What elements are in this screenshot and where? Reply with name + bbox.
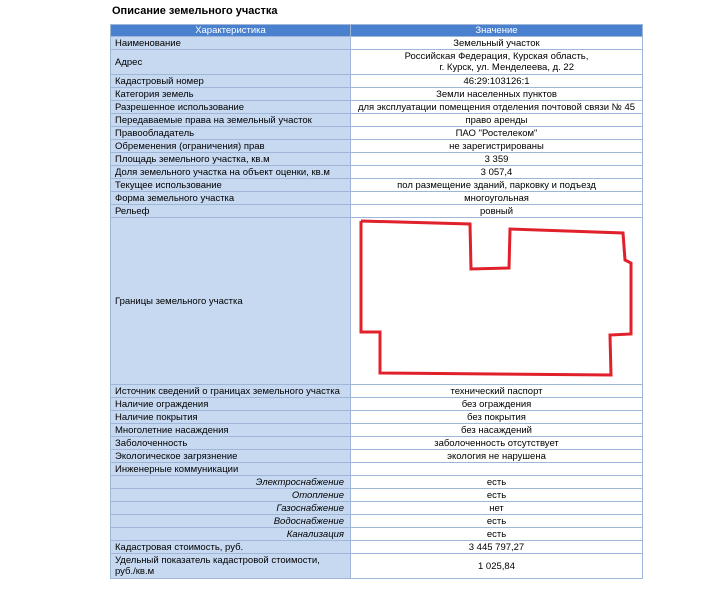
table-row xyxy=(111,101,643,114)
row-label: Наличие ограждения xyxy=(111,398,351,411)
table-row xyxy=(111,179,643,192)
row-value: право аренды xyxy=(351,114,643,127)
table-row xyxy=(111,502,643,515)
table-row xyxy=(111,153,643,166)
row-value: 3 359 xyxy=(351,153,643,166)
row-value: 46:29:103126:1 xyxy=(351,75,643,88)
table-row xyxy=(111,385,643,398)
row-label: Канализация xyxy=(111,528,351,541)
table-row xyxy=(111,541,643,554)
table-header-row xyxy=(111,25,643,37)
row-value: ПАО "Ростелеком" xyxy=(351,127,643,140)
label-line-2: руб./кв.м xyxy=(115,566,155,577)
row-label: Площадь земельного участка, кв.м xyxy=(111,153,351,166)
table-row xyxy=(111,424,643,437)
table-row xyxy=(111,476,643,489)
row-label: Кадастровая стоимость, руб. xyxy=(111,541,351,554)
row-label: Границы земельного участка xyxy=(111,218,351,385)
label-line-1: Удельный показатель кадастровой стоимости, xyxy=(115,555,320,566)
address-line-1: Российская Федерация, Курская область, xyxy=(404,51,589,62)
row-value: 3 445 797,27 xyxy=(351,541,643,554)
row-label: Обременения (ограничения) прав xyxy=(111,140,351,153)
table-row xyxy=(111,515,643,528)
table-row xyxy=(111,398,643,411)
table-row xyxy=(111,127,643,140)
row-label: Источник сведений о границах земельного участка xyxy=(111,385,351,398)
table-row xyxy=(111,192,643,205)
table-row xyxy=(111,411,643,424)
table-row xyxy=(111,218,643,385)
table-row xyxy=(111,528,643,541)
table-row xyxy=(111,50,643,75)
row-value: многоугольная xyxy=(351,192,643,205)
row-label: Разрешенное использование xyxy=(111,101,351,114)
table-row xyxy=(111,205,643,218)
row-label: Доля земельного участка на объект оценки, кв.м xyxy=(111,166,351,179)
row-value: есть xyxy=(351,476,643,489)
row-value: 1 025,84 xyxy=(351,554,643,579)
row-label: Экологическое загрязнение xyxy=(111,450,351,463)
row-value xyxy=(351,50,643,75)
row-label: Инженерные коммуникации xyxy=(111,463,351,476)
row-value: экология не нарушена xyxy=(351,450,643,463)
table-row xyxy=(111,437,643,450)
row-value: нет xyxy=(351,502,643,515)
row-value xyxy=(351,463,643,476)
row-value: не зарегистрированы xyxy=(351,140,643,153)
row-value: есть xyxy=(351,489,643,502)
land-plot-table xyxy=(110,24,643,579)
row-label: Форма земельного участка xyxy=(111,192,351,205)
row-value: технический паспорт xyxy=(351,385,643,398)
table-row xyxy=(111,450,643,463)
row-label: Заболоченность xyxy=(111,437,351,450)
row-value: 3 057,4 xyxy=(351,166,643,179)
address-line-2: г. Курск, ул. Менделеева, д. 22 xyxy=(439,62,574,73)
row-value: для эксплуатации помещения отделения почтовой связи № 45 xyxy=(351,101,643,114)
table-row xyxy=(111,489,643,502)
table-row xyxy=(111,140,643,153)
boundary-cell xyxy=(351,218,643,385)
row-label xyxy=(111,554,351,579)
row-label: Адрес xyxy=(111,50,351,75)
row-value: без ограждения xyxy=(351,398,643,411)
row-label: Электроснабжение xyxy=(111,476,351,489)
plot-boundary-outline xyxy=(361,221,631,375)
table-row xyxy=(111,37,643,50)
row-value: Земельный участок xyxy=(351,37,643,50)
row-label: Газоснабжение xyxy=(111,502,351,515)
row-label: Текущее использование xyxy=(111,179,351,192)
row-label: Наличие покрытия xyxy=(111,411,351,424)
row-label: Категория земель xyxy=(111,88,351,101)
table-row xyxy=(111,114,643,127)
header-characteristic: Характеристика xyxy=(111,25,351,37)
row-label: Многолетние насаждения xyxy=(111,424,351,437)
row-label: Правообладатель xyxy=(111,127,351,140)
row-label: Рельеф xyxy=(111,205,351,218)
table-row xyxy=(111,463,643,476)
row-label: Передаваемые права на земельный участок xyxy=(111,114,351,127)
row-value: заболоченность отсутствует xyxy=(351,437,643,450)
row-value: без насаждений xyxy=(351,424,643,437)
row-label: Водоснабжение xyxy=(111,515,351,528)
row-value: есть xyxy=(351,528,643,541)
row-label: Кадастровый номер xyxy=(111,75,351,88)
row-value: пол размещение зданий, парковку и подъезд xyxy=(351,179,643,192)
row-label: Наименование xyxy=(111,37,351,50)
document-title: Описание земельного участка xyxy=(112,5,278,17)
row-value: Земли населенных пунктов xyxy=(351,88,643,101)
plot-boundary-diagram xyxy=(355,218,647,384)
row-value: есть xyxy=(351,515,643,528)
table-row xyxy=(111,75,643,88)
table-row xyxy=(111,166,643,179)
table-row xyxy=(111,554,643,579)
row-value: без покрытия xyxy=(351,411,643,424)
row-label: Отопление xyxy=(111,489,351,502)
table-row xyxy=(111,88,643,101)
row-value: ровный xyxy=(351,205,643,218)
header-value: Значение xyxy=(351,25,643,37)
